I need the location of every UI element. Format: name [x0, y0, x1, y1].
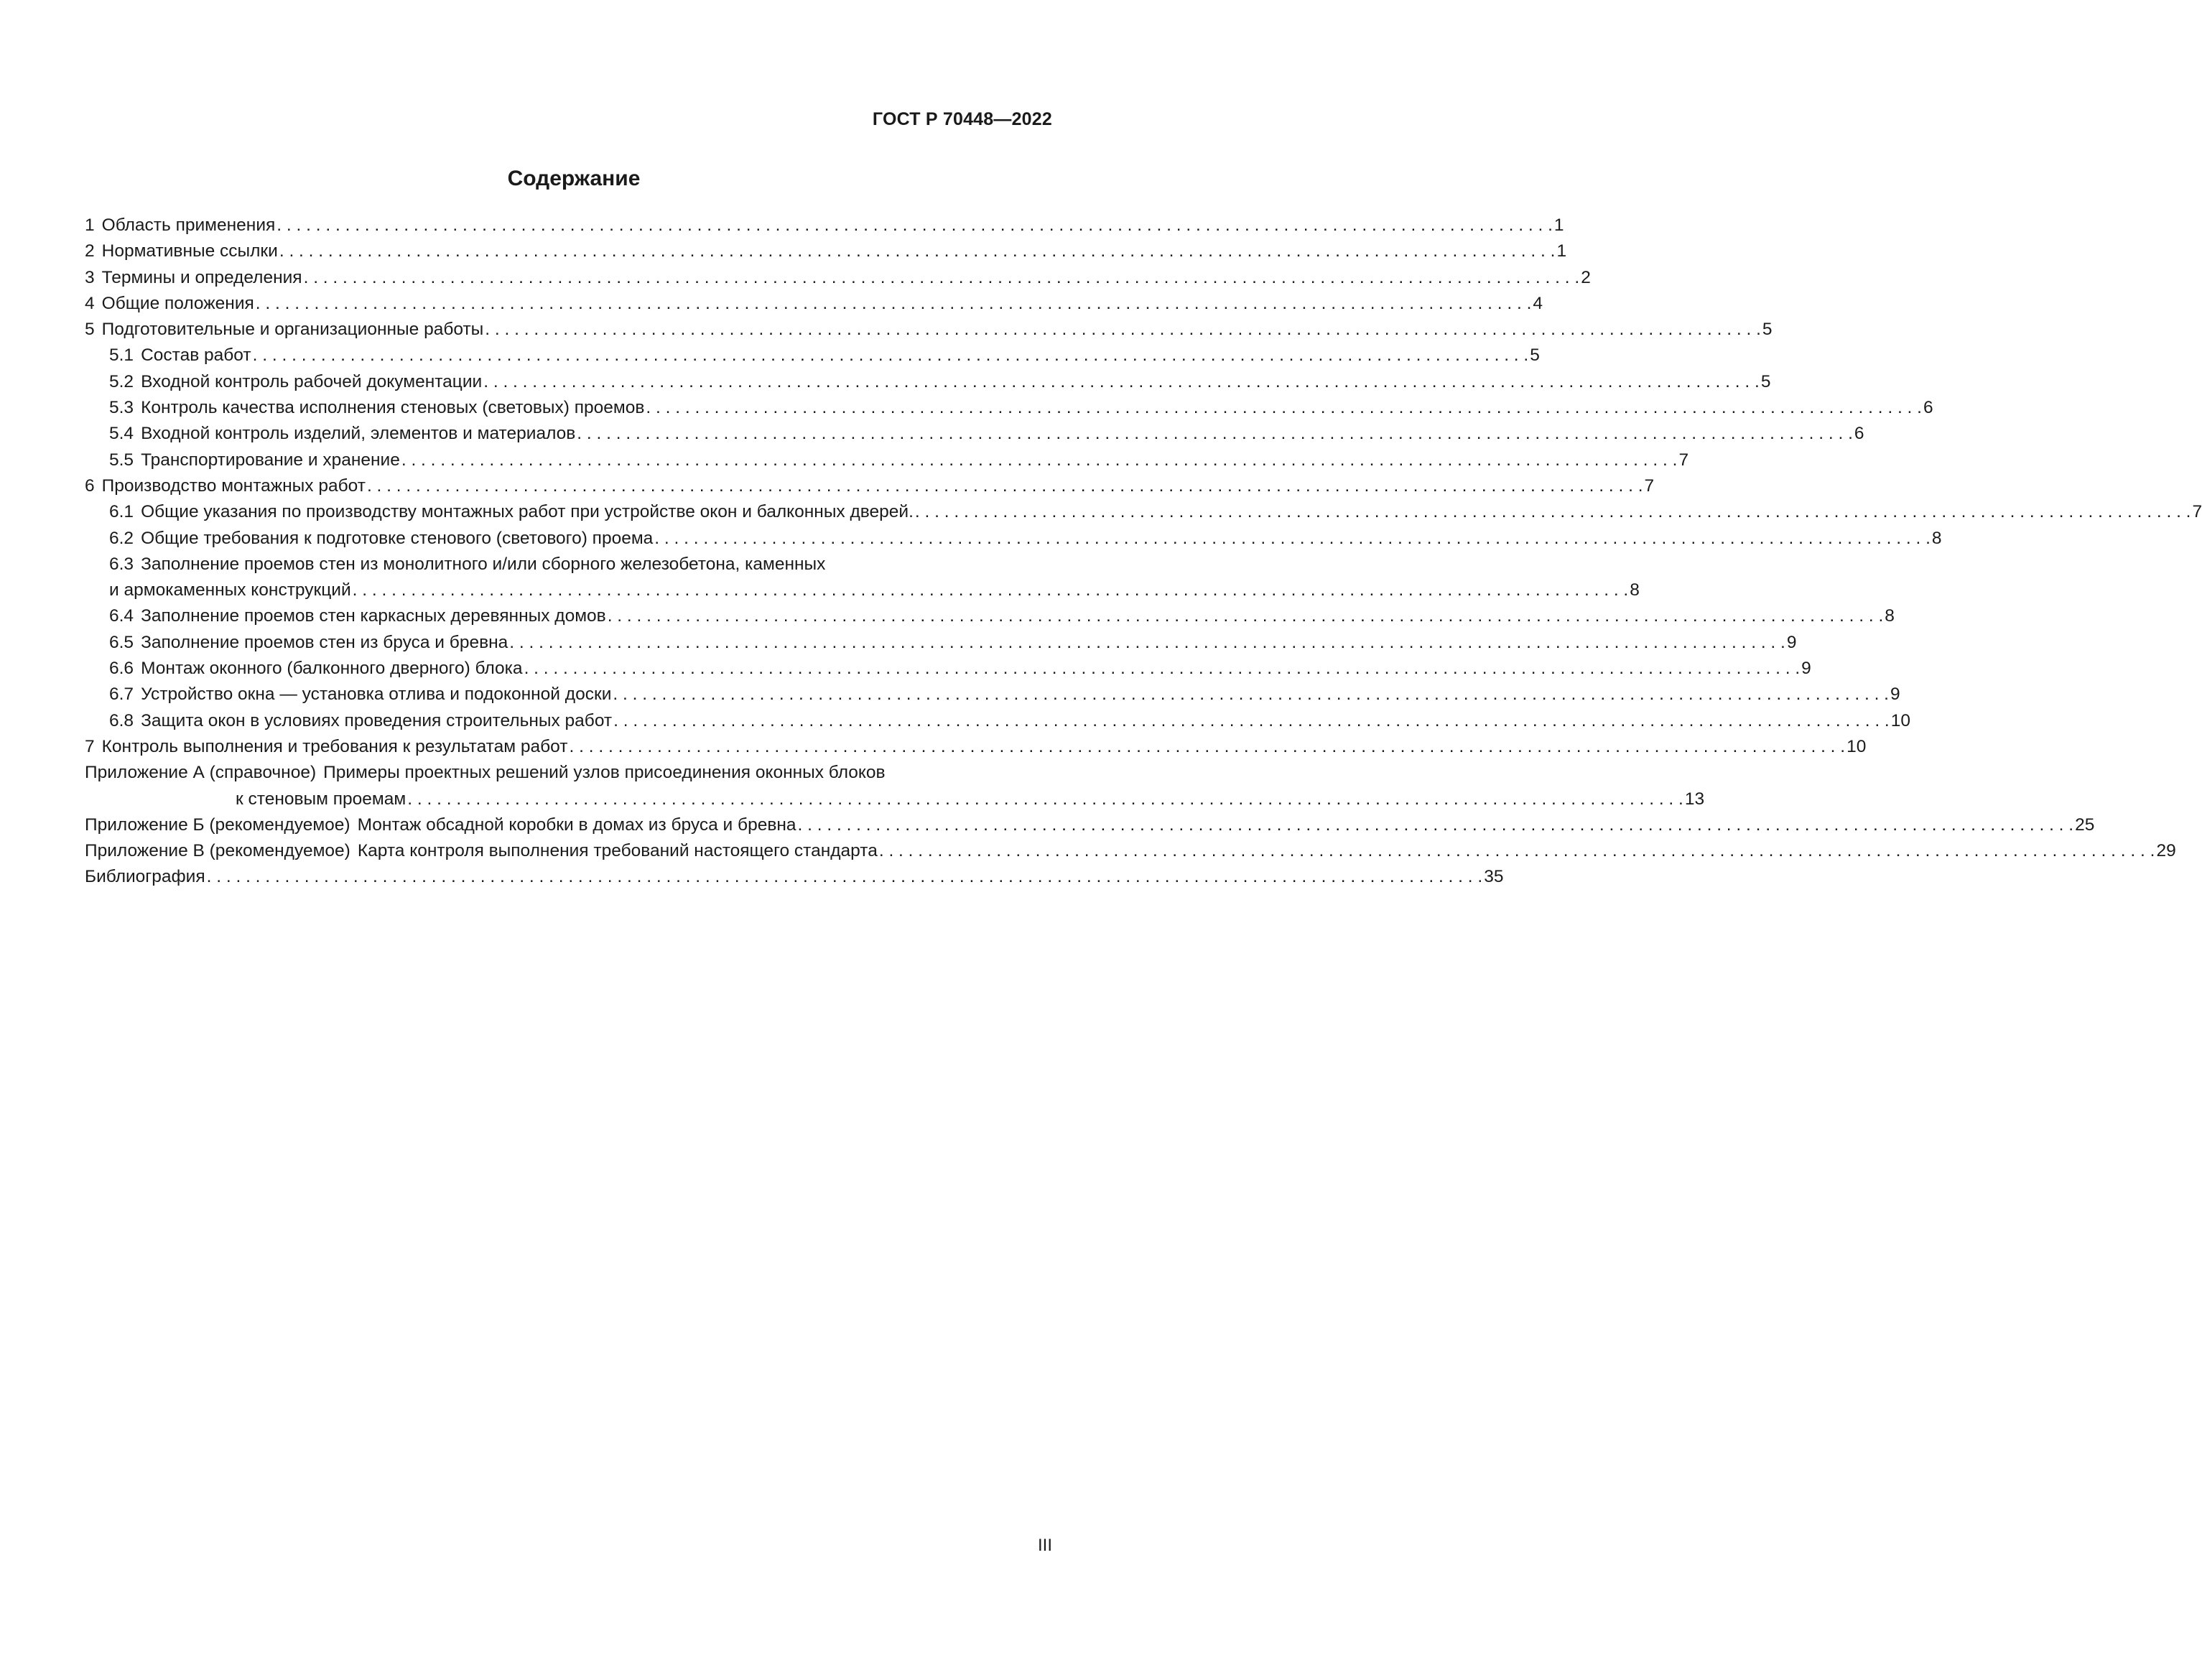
toc-entry-number: Приложение В (рекомендуемое) — [85, 841, 350, 861]
toc-entry-title: Контроль выполнения и требования к результатам работ — [101, 736, 568, 756]
toc-entry-page: 5 — [1762, 320, 1773, 340]
toc-entry-number: 4 — [85, 293, 95, 313]
toc-entry — [85, 473, 1655, 499]
toc-leader-dots — [304, 265, 1580, 291]
toc-leader-dots — [279, 238, 1556, 264]
toc-entry — [85, 499, 2202, 525]
toc-entry-title: Примеры проектных решений узлов присоединения оконных блоков — [323, 763, 886, 783]
toc-entry-number: 6.3 — [109, 554, 134, 574]
toc-entry-page: 10 — [1890, 710, 1911, 730]
toc-entry — [85, 734, 1867, 760]
toc-entry-page: 35 — [1484, 867, 1504, 887]
toc-entry-number: 6 — [85, 475, 95, 496]
toc-entry-page: 7 — [1678, 450, 1689, 470]
toc-entry-title: Монтаж обсадной коробки в домах из бруса и бревна — [357, 815, 796, 835]
toc-entry-title: и армокаменных конструкций — [109, 580, 351, 600]
toc-leader-dots — [367, 473, 1643, 499]
toc-entry-title: Заполнение проемов стен каркасных деревянных домов — [141, 606, 606, 626]
toc-entry — [85, 395, 1933, 421]
toc-entry — [85, 682, 1900, 707]
toc-entry — [85, 708, 1911, 734]
toc-entry — [85, 213, 1564, 238]
toc-entry-page: 1 — [1553, 215, 1564, 235]
toc-entry-number: 5.3 — [109, 398, 134, 418]
toc-entry-title: Заполнение проемов стен из монолитного и/или сборного железобетона, каменных — [141, 554, 826, 574]
toc-leader-dots — [277, 213, 1553, 238]
toc-entry — [85, 760, 1054, 786]
toc-entry-number: 5 — [85, 320, 95, 340]
toc-entry-page: 5 — [1530, 345, 1540, 366]
toc-entry-title: Контроль качества исполнения стеновых (световых) проемов — [141, 398, 645, 418]
toc-leader-dots — [401, 447, 1678, 473]
toc-leader-dots — [483, 369, 1760, 395]
toc-entry-number: 1 — [85, 215, 95, 235]
toc-entry-title: Термины и определения — [101, 267, 302, 287]
toc-entry-number: 6.1 — [109, 502, 134, 522]
toc-entry-number: 6.8 — [109, 710, 134, 730]
toc-entry-number: 7 — [85, 736, 95, 756]
toc-entry-number: 3 — [85, 267, 95, 287]
toc-leader-dots — [798, 812, 2074, 838]
table-of-contents — [85, 213, 2202, 891]
toc-entry — [85, 864, 1504, 890]
toc-entry-title: Защита окон в условиях проведения строительных работ — [141, 710, 613, 730]
toc-entry-page: 1 — [1556, 241, 1567, 261]
toc-entry-title: Общие положения — [101, 293, 254, 313]
toc-entry — [85, 603, 1895, 629]
toc-leader-dots — [207, 864, 1483, 890]
toc-leader-dots — [509, 630, 1785, 656]
toc-entry — [85, 265, 1591, 291]
toc-entry-page: 13 — [1684, 789, 1705, 809]
toc-entry-title: Общие требования к подготовке стенового (светового) проема — [141, 528, 654, 548]
toc-entry — [85, 786, 1705, 812]
toc-entry — [85, 812, 2095, 838]
toc-entry — [85, 552, 1054, 577]
toc-entry-number: 6.7 — [109, 684, 134, 705]
toc-entry-page: 9 — [1890, 684, 1900, 705]
toc-entry-title: Устройство окна — установка отлива и подоконной доски — [141, 684, 612, 705]
toc-entry — [85, 317, 1773, 343]
toc-entry-title: Область применения — [101, 215, 276, 235]
toc-entry-number: 6.5 — [109, 632, 134, 652]
toc-leader-dots — [407, 786, 1683, 812]
toc-title: Содержание — [507, 167, 641, 190]
toc-entry-title: Подготовительные и организационные работы — [101, 320, 484, 340]
toc-entry-page: 4 — [1533, 293, 1543, 313]
toc-entry-title: Транспортирование и хранение — [141, 450, 400, 470]
toc-entry-title: Заполнение проемов стен из бруса и бревна — [141, 632, 508, 652]
toc-entry-page: 5 — [1760, 371, 1771, 391]
toc-leader-dots — [524, 656, 1801, 682]
toc-entry-title: Монтаж оконного (балконного дверного) блока — [141, 659, 523, 679]
toc-entry-page: 29 — [2156, 841, 2176, 861]
toc-entry-number: Приложение А (справочное) — [85, 763, 317, 783]
toc-leader-dots — [613, 682, 1889, 707]
toc-entry-page: 8 — [1630, 580, 1640, 600]
toc-entry-page: 25 — [2075, 815, 2095, 835]
toc-entry-page: 10 — [1846, 736, 1867, 756]
toc-entry — [85, 630, 1797, 656]
toc-entry — [85, 656, 1811, 682]
toc-entry-page: 7 — [1644, 475, 1655, 496]
toc-entry-number: 5.5 — [109, 450, 134, 470]
toc-entry-title: Производство монтажных работ — [101, 475, 366, 496]
toc-entry-number: 6.2 — [109, 528, 134, 548]
toc-entry — [85, 369, 1771, 395]
toc-entry-title: Состав работ — [141, 345, 251, 366]
toc-entry-page: 2 — [1581, 267, 1591, 287]
toc-leader-dots — [613, 708, 1890, 734]
toc-entry-title: Библиография — [85, 867, 205, 887]
toc-entry — [85, 238, 1567, 264]
toc-leader-dots — [570, 734, 1846, 760]
toc-entry — [85, 577, 1640, 603]
toc-entry-number: Приложение Б (рекомендуемое) — [85, 815, 350, 835]
toc-entry — [85, 343, 1540, 368]
toc-entry-page: 6 — [1854, 424, 1864, 444]
toc-entry-title: Входной контроль изделий, элементов и материалов — [141, 424, 576, 444]
toc-entry-number: 6.4 — [109, 606, 134, 626]
toc-entry-number: 6.6 — [109, 659, 134, 679]
toc-leader-dots — [353, 577, 1629, 603]
toc-leader-dots — [253, 343, 1529, 368]
toc-entry-page: 9 — [1801, 659, 1811, 679]
toc-entry-title: Нормативные ссылки — [101, 241, 278, 261]
toc-leader-dots — [608, 603, 1884, 629]
toc-entry-number: 5.1 — [109, 345, 134, 366]
document-code: ГОСТ Р 70448—2022 — [872, 109, 1052, 129]
toc-entry-page: 8 — [1885, 606, 1895, 626]
toc-entry-title: Карта контроля выполнения требований настоящего стандарта — [357, 841, 878, 861]
toc-entry-title: к стеновым проемам — [236, 789, 407, 809]
toc-entry-page: 7 — [2192, 502, 2202, 522]
toc-leader-dots — [646, 395, 1922, 421]
toc-entry-number: 5.4 — [109, 424, 134, 444]
toc-entry — [85, 838, 2176, 864]
toc-entry-page: 6 — [1923, 398, 1933, 418]
toc-entry-title: Входной контроль рабочей документации — [141, 371, 483, 391]
toc-entry — [85, 421, 1864, 447]
toc-entry-number: 5.2 — [109, 371, 134, 391]
toc-entry-title: Общие указания по производству монтажных работ при устройстве окон и балконных дверей. — [141, 502, 914, 522]
toc-leader-dots — [654, 526, 1931, 552]
toc-entry-page: 9 — [1786, 632, 1797, 652]
toc-leader-dots — [577, 421, 1853, 447]
toc-entry — [85, 447, 1689, 473]
toc-entry-page: 8 — [1931, 528, 1942, 548]
toc-leader-dots — [879, 838, 2155, 864]
toc-entry — [85, 526, 1942, 552]
toc-entry-number: 2 — [85, 241, 95, 261]
toc-leader-dots — [915, 499, 2191, 525]
toc-entry — [85, 291, 1543, 317]
page-number: III — [1037, 1536, 1052, 1555]
toc-leader-dots — [485, 317, 1761, 343]
toc-leader-dots — [256, 291, 1532, 317]
